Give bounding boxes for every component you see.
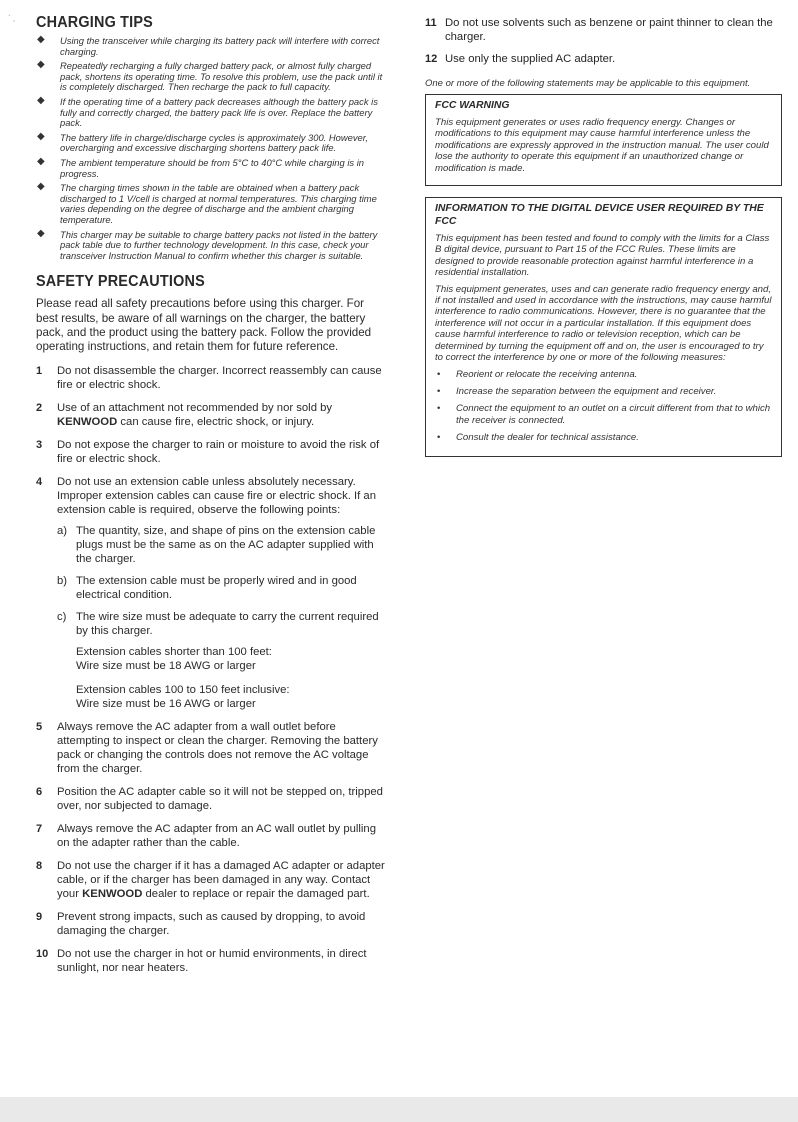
- list-item: 6 Position the AC adapter cable so it will not be stepped on, tripped over, nor subjected to damage.: [36, 786, 383, 813]
- list-item: 8 Do not use the charger if it has a damaged AC adapter or adapter cable, or if the charger has been damaged in any way. Contact your KENWOOD dealer to replace or repair the damaged part.: [36, 860, 385, 901]
- wire-size-note-2: Extension cables 100 to 150 feet inclusive: Wire size must be 16 AWG or larger: [76, 684, 290, 711]
- scan-mark: ` ,: [8, 14, 16, 23]
- bullet-icon: •: [437, 368, 441, 380]
- bullet-icon: •: [437, 385, 441, 397]
- list-item: ◆ The ambient temperature should be from 5°C to 40°C while charging is in progress.: [37, 155, 365, 179]
- sub-item: a) The quantity, size, and shape of pins on the extension cable plugs must be the same as on the AC adapter supplied with the charger.: [57, 525, 376, 566]
- list-item: 7 Always remove the AC adapter from an AC wall outlet by pulling on the adapter rather than the cable.: [36, 823, 376, 850]
- fcc-warning-text: This equipment generates or uses radio frequency energy. Changes or modifications to this equipment may cause harmful interference unless the modifications are expressly approved in the instruction manual. The user could lose the authority to operate this equipment if an unauthorized change or modification is made.: [435, 117, 769, 174]
- list-item: ◆ This charger may be suitable to charge battery packs not listed in the battery pack table due to further technology development. In this case, check your transceiver Instruction Manual to confirm whether this charger is suitable.: [37, 227, 378, 261]
- bullet-icon: ◆: [37, 227, 45, 239]
- safety-heading: SAFETY PRECAUTIONS: [36, 273, 205, 291]
- fcc-info-paragraph-2: This equipment generates, uses and can generate radio frequency energy and, if not installed and used in accordance with the instructions, may cause harmful interference to radio communications. However, there is no guarantee that the interference will not occur in a particular installation. If this equipment does cause harmful interference to radio or television reception, which can be determined by turning the equipment off and on, the user is encouraged to try to correct the interference by one or more of the following measures:: [435, 283, 772, 364]
- list-item: 4 Do not use an extension cable unless absolutely necessary. Improper extension cables can cause fire or electric shock. If an extension cable is required, observe the following points: a) The quantity, size, and shape of pins on the extension cable plugs must be the same as on the AC adapter supplied with the charger. b) The extension cable must be properly wired and in good electrical condition. c) The wire size must be adequate to carry the current required by this charger. Extension cables shorter than 100 feet: Wire size must be 18 AWG or larger Extension cables 100 to 150 feet inclusive: Wire size must be 16 AWG or larger: [36, 475, 386, 711]
- list-item: ◆ If the operating time of a battery pack decreases although the battery pack is fully and correctly charged, the battery pack life is over. Replace the battery pack.: [37, 94, 378, 129]
- fcc-info-paragraph-1: This equipment has been tested and found to comply with the limits for a Class B digital device, pursuant to Part 15 of the FCC Rules. These limits are designed to provide reasonable protection against harmful interference in a residential installation.: [435, 233, 770, 279]
- bullet-icon: ◆: [37, 94, 45, 106]
- list-item: ◆ Using the transceiver while charging its battery pack will interfere with correct charging.: [37, 34, 380, 57]
- sub-item: c) The wire size must be adequate to carry the current required by this charger. Extension cables shorter than 100 feet: Wire size must be 18 AWG or larger Extension cables 100 to 150 feet inclusive: Wire size must be 16 AWG or larger: [57, 610, 386, 711]
- extension-cable-sublist: [57, 524, 386, 711]
- list-item: 10 Do not use the charger in hot or humid environments, in direct sunlight, nor near heaters.: [36, 948, 367, 975]
- bullet-icon: •: [437, 403, 441, 415]
- fcc-info-box: [425, 197, 782, 457]
- sub-item: b) The extension cable must be properly wired and in good electrical condition.: [57, 575, 357, 602]
- safety-list-continued: [425, 16, 782, 66]
- applicability-note: One or more of the following statements may be applicable to this equipment.: [425, 78, 751, 89]
- safety-list: [36, 364, 386, 975]
- page-bottom-edge: [0, 1097, 798, 1122]
- list-item: • Reorient or relocate the receiving antenna.: [437, 368, 638, 380]
- brand-name: KENWOOD: [82, 888, 143, 901]
- wire-size-note-1: Extension cables shorter than 100 feet: Wire size must be 18 AWG or larger: [76, 646, 272, 673]
- left-column: [36, 14, 386, 984]
- list-item: 12 Use only the supplied AC adapter.: [425, 53, 616, 65]
- bullet-icon: ◆: [37, 130, 45, 142]
- list-item: • Increase the separation between the equipment and receiver.: [437, 385, 717, 397]
- bullet-icon: ◆: [37, 155, 45, 167]
- bullet-icon: ◆: [37, 59, 45, 71]
- list-item: 1 Do not disassemble the charger. Incorrect reassembly can cause fire or electric shock.: [36, 365, 382, 392]
- bullet-icon: ◆: [37, 181, 45, 193]
- list-item: 9 Prevent strong impacts, such as caused by dropping, to avoid damaging the charger.: [36, 911, 366, 938]
- list-item: • Consult the dealer for technical assistance.: [437, 432, 639, 444]
- fcc-warning-box: [425, 94, 782, 186]
- list-item: ◆ Repeatedly recharging a fully charged battery pack, or almost fully charged pack, shortens its operating time. To resolve this problem, use the pack until it is completely discharged. Then recharge the pack to full capacity.: [37, 59, 383, 93]
- charging-tips-list: [36, 36, 386, 261]
- list-item: 3 Do not expose the charger to rain or moisture to avoid the risk of fire or electric shock.: [36, 439, 380, 466]
- fcc-info-title: INFORMATION TO THE DIGITAL DEVICE USER REQUIRED BY THE FCC: [435, 203, 764, 228]
- bullet-icon: •: [437, 432, 441, 444]
- list-item: 2 Use of an attachment not recommended by nor sold by KENWOOD can cause fire, electric shock, or injury.: [36, 402, 333, 429]
- charging-tips-heading: CHARGING TIPS: [36, 14, 153, 31]
- fcc-warning-title: FCC WARNING: [435, 100, 510, 111]
- list-item: • Connect the equipment to an outlet on a circuit different from that to which the receiver is connected.: [437, 403, 771, 426]
- list-item: ◆ The battery life in charge/discharge cycles is approximately 300. However, overcharging and excessive discharging shortens battery pack life.: [37, 130, 368, 154]
- list-item: 11 Do not use solvents such as benzene or paint thinner to clean the charger.: [425, 17, 773, 43]
- brand-name: KENWOOD: [57, 416, 118, 429]
- safety-intro: Please read all safety precautions before using this charger. For best results, be aware of all warnings on the charger, the battery pack, and the product using the battery pack. Follow the provided operating instructions, and retain them for future reference.: [36, 297, 372, 354]
- bullet-icon: ◆: [37, 34, 45, 45]
- right-column: [425, 16, 782, 468]
- list-item: ◆ The charging times shown in the table are obtained when a battery pack discharged to 1 V/cell is charged at normal temperatures. This charging time varies depending on the degree of discharge and the ambient charging temperature.: [37, 181, 377, 225]
- list-item: 5 Always remove the AC adapter from a wall outlet before attempting to inspect or clean the charger. Removing the battery pack or changing the controls does not remove the AC voltage from the charger.: [36, 721, 378, 776]
- fcc-measures-list: [435, 369, 773, 444]
